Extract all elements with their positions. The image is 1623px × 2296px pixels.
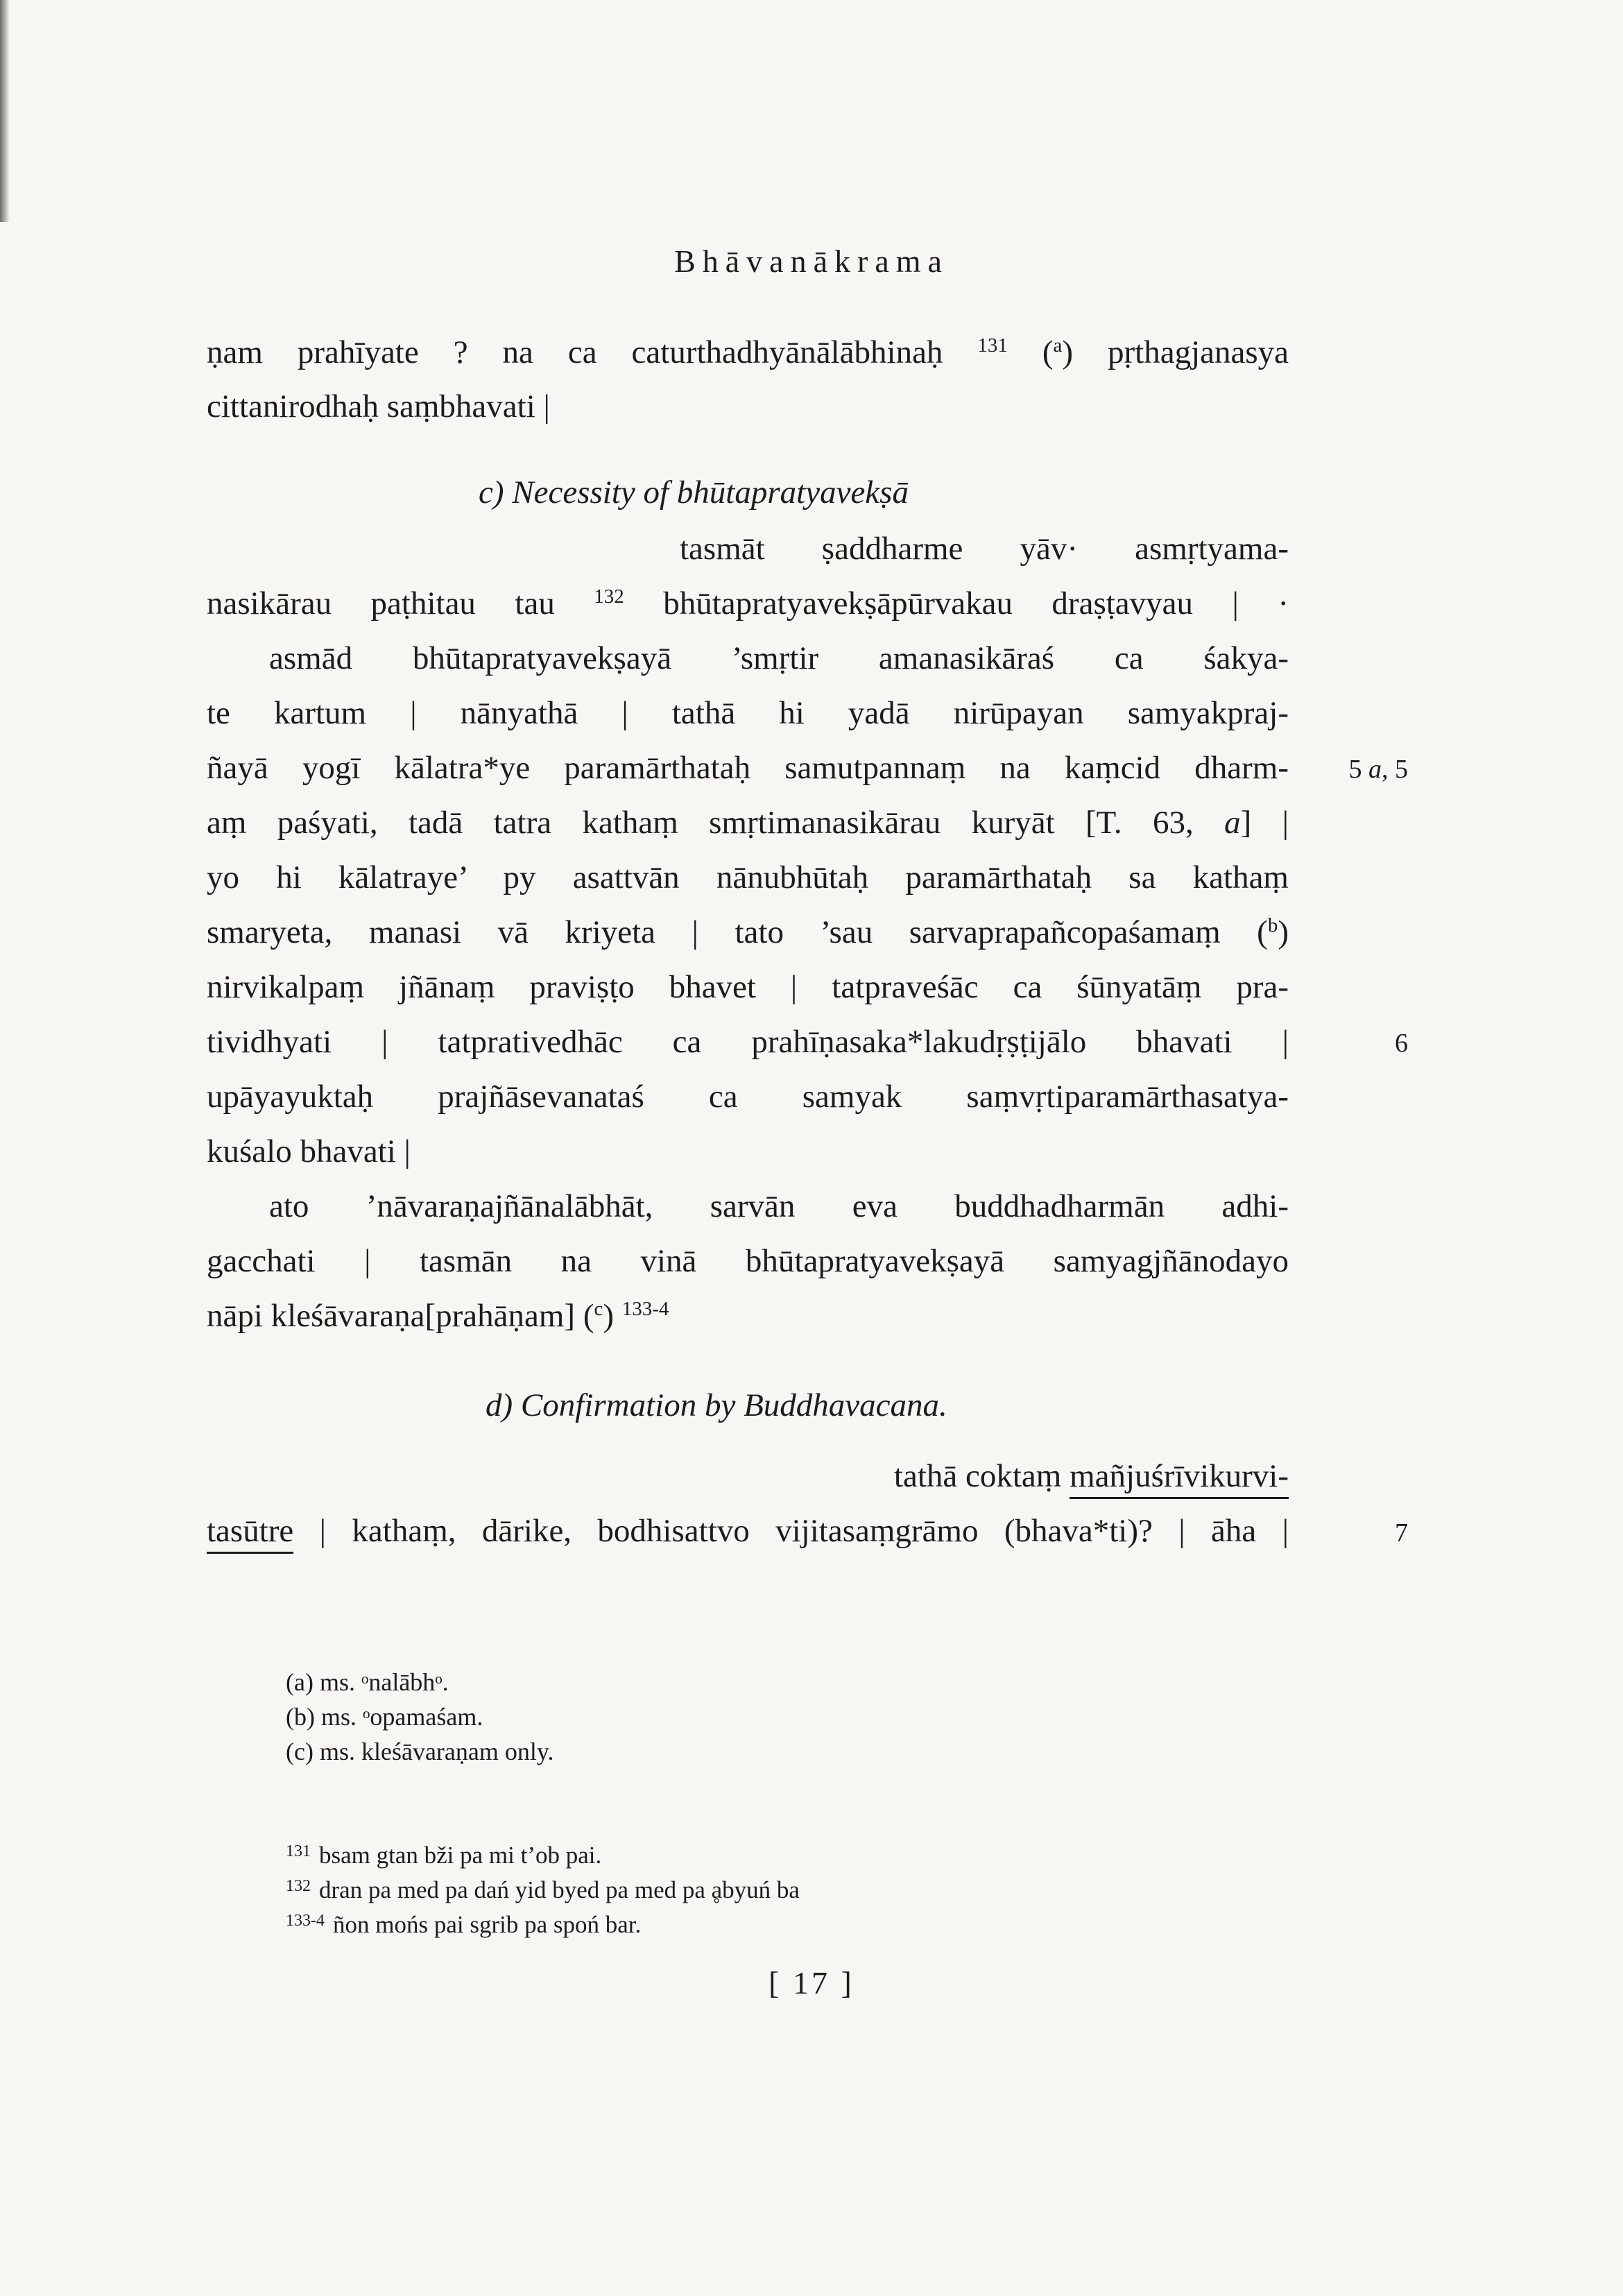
underlined-title: mañjuśrīvikurvi- — [1070, 1458, 1289, 1499]
text-italic: a — [1224, 805, 1241, 841]
text-line-16: gacchati | tasmān na vinā bhūtapratyavekṣayā samyagjñānodayo — [207, 1243, 1289, 1279]
footnote-ref-133-4: 133-4 — [621, 1298, 669, 1320]
page-number: [ 17 ] — [768, 1965, 855, 2001]
note-ref-c: c — [594, 1298, 603, 1320]
text-line-1 — [207, 332, 1289, 373]
text-line-9: yo hi kālatraye’ py asattvān nānubhūtaḥ paramārthataḥ sa kathaṃ — [207, 859, 1289, 896]
text-segment: nāpi kleśāvaraṇa[prahāṇam] ( — [207, 1298, 594, 1334]
critical-note-b: (b) ms. ᵒopamaśam. — [286, 1703, 483, 1731]
text-line-17 — [207, 1295, 1289, 1337]
text-segment: ṇam prahīyate ? na ca caturthadhyānālābhinaḥ — [207, 334, 978, 370]
text-line-10 — [207, 911, 1289, 953]
margin-line-7: 7 — [1395, 1518, 1408, 1548]
text-segment: ) — [1278, 914, 1289, 950]
section-heading-d: d) Confirmation by Buddhavacana. — [486, 1387, 947, 1423]
text-line-5: asmād bhūtapratyavekṣayā ’smṛtir amanasikāraś ca śakya- — [269, 640, 1289, 676]
margin-line-6: 6 — [1395, 1029, 1408, 1058]
text-segment: aṃ paśyati, tadā tatra kathaṃ smṛtimanasikārau kuryāt [T. 63, — [207, 805, 1225, 841]
running-head: Bhāvanākrama — [674, 243, 949, 279]
scan-shadow-edge — [0, 0, 10, 222]
tibetan-note-133-4: $^{133-4}$ ñon mońs pai sgrib pa spoń bar. — [286, 1911, 642, 1938]
text-line-4 — [207, 583, 1289, 624]
text-line-2: cittanirodhaḥ saṃbhavati | — [207, 388, 550, 425]
text-line-3: tasmāt ṣaddharme yāv· asmṛtyama- — [680, 531, 1289, 567]
text-segment: bhūtapratyavekṣāpūrvakau draṣṭavyau | · — [624, 585, 1289, 622]
tibetan-note-132: $^{132}$ dran pa med pa dań yid byed pa med pa ḁbyuń ba — [286, 1876, 800, 1903]
footnote-ref-132: 132 — [594, 585, 624, 608]
text-line-13: upāyayuktaḥ prajñāsevanataś ca samyak saṃvṛtiparamārthasatya- — [207, 1079, 1289, 1115]
section-heading-c: c) Necessity of bhūtapratyavekṣā — [479, 474, 909, 511]
text-segment: | kathaṃ, dārike, bodhisattvo vijitasaṃgrāmo (bhava*ti)? | āha | — [293, 1513, 1289, 1549]
text-segment: ] | — [1240, 805, 1289, 841]
text-line-8 — [207, 802, 1289, 843]
text-line-15: ato ’nāvaraṇajñānalābhāt, sarvān eva buddhadharmān adhi- — [269, 1188, 1289, 1224]
critical-note-a: (a) ms. ᵒnalābhᵒ. — [286, 1668, 449, 1696]
footnote-ref-131: 131 — [977, 334, 1008, 357]
underlined-title: tasūtre — [207, 1513, 293, 1554]
text-segment: ) pṛthagjanasya — [1062, 334, 1289, 370]
text-line-11: nirvikalpaṃ jñānaṃ praviṣṭo bhavet | tatpraveśāc ca śūnyatāṃ pra- — [207, 969, 1289, 1005]
text-line-6: te kartum | nānyathā | tathā hi yadā nirūpayan samyakpraj- — [207, 695, 1289, 731]
text-segment: tathā coktaṃ — [893, 1458, 1070, 1494]
margin-folio-5a5: 5 a, 5 — [1348, 755, 1408, 784]
note-ref-b: b — [1267, 914, 1278, 936]
text-line-14: kuśalo bhavati | — [207, 1133, 411, 1170]
tibetan-note-131: $^{131}$ bsam gtan bži pa mi t’ob pai. — [286, 1842, 602, 1869]
text-segment: smaryeta, manasi vā kriyeta | tato ’sau sarvaprapañcopaśamaṃ ( — [207, 914, 1268, 950]
text-line-18 — [818, 1455, 1289, 1497]
text-line-19 — [207, 1510, 1289, 1552]
text-segment: ) — [603, 1298, 622, 1334]
text-line-7: ñayā yogī kālatra*ye paramārthataḥ samutpannaṃ na kaṃcid dharm- — [207, 750, 1289, 786]
text-segment: nasikārau paṭhitau tau — [207, 585, 594, 622]
critical-note-c: (c) ms. kleśāvaraṇam only. — [286, 1738, 554, 1765]
text-segment: ( — [1007, 334, 1054, 370]
text-line-12: tividhyati | tatprativedhāc ca prahīṇasaka*lakudṛṣṭijālo bhavati | — [207, 1024, 1289, 1060]
note-ref-a: a — [1053, 334, 1063, 357]
